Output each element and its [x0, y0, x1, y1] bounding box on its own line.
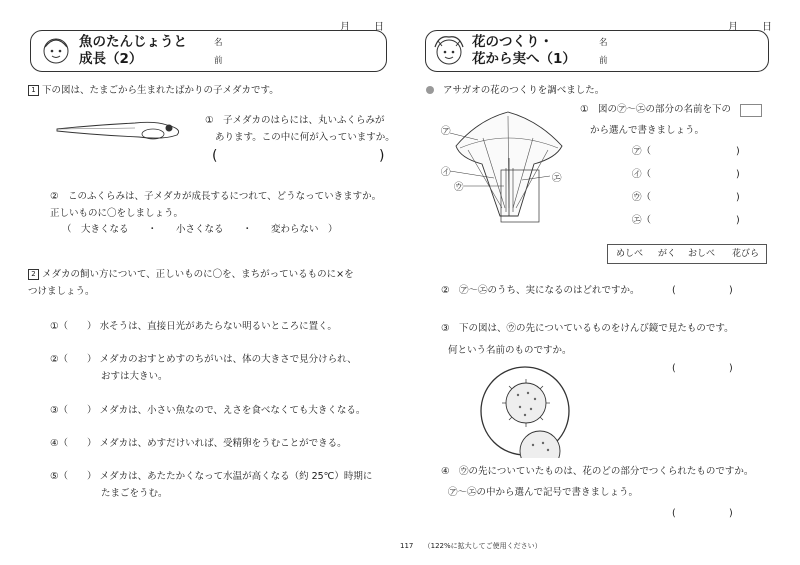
- answer-paren-right: ): [736, 215, 740, 226]
- day-label: 日: [762, 22, 772, 33]
- right-q3-line1: ③ 下の図は、㋒の先についているものをけんび鏡で見たものです。: [441, 323, 734, 334]
- name-label: 前: [214, 56, 223, 66]
- answer-paren-right: ): [379, 148, 385, 164]
- baby-medaka-illustration: [55, 115, 190, 145]
- bullet-dot: [426, 86, 434, 94]
- name-label: 名: [599, 38, 608, 48]
- item-number: ④（ ）: [50, 438, 97, 449]
- item-number: ①（ ）: [50, 321, 97, 332]
- choice-word: 花びら: [732, 249, 760, 259]
- left-q1-sub2-line1: ② このふくらみは、子メダカが成長するにつれて、どうなっていきますか。: [50, 191, 382, 202]
- right-q2: ② ㋐〜㋓のうち、実になるのはどれですか。: [441, 285, 640, 296]
- right-q4-line1: ④ ㋒の先についていたものは、花のどの部分でつくられたものですか。: [441, 466, 754, 477]
- diagram-label-b: ㋑: [441, 167, 451, 178]
- left-q1-sub2-line2: 正しいものに〇をしましょう。: [50, 208, 184, 219]
- choice-box-reference: [740, 104, 762, 117]
- item-text: メダカは、小さい魚なので、えさを食べなくても大きくなる。: [99, 405, 366, 416]
- answer-b: ㋑（: [632, 169, 652, 180]
- item-number: ⑤（ ）: [50, 471, 97, 482]
- item-2-continued: おすは大きい。: [101, 371, 168, 382]
- answer-paren-left: (: [672, 363, 676, 374]
- page-footer: [400, 541, 542, 551]
- left-q1-sub1-line2: あります。この中に何が入っていますか。: [215, 132, 395, 143]
- answer-paren-right: ): [736, 169, 740, 180]
- right-q1-line2: から選んで書きましょう。: [590, 125, 705, 136]
- question-number-2: 2: [28, 269, 39, 280]
- name-label: 前: [599, 56, 608, 66]
- answer-paren-right: ): [736, 146, 740, 157]
- answer-c: ㋒（: [632, 192, 652, 203]
- right-q1-line1: [580, 103, 731, 116]
- right-q3-line2: 何という名前のものですか。: [448, 345, 572, 356]
- footer-note: （122%に拡大してご使用ください）: [423, 542, 542, 550]
- left-q2-line1: メダカの飼い方について、正しいものに〇を、まちがっているものに×を: [42, 269, 354, 280]
- answer-paren-right: ): [736, 192, 740, 203]
- left-q1-choices: （ 大きくなる ・ 小さくなる ・ 変わらない ）: [62, 224, 338, 235]
- item-text: メダカのおすとめすのちがいは、体の大きさで見分けられ、: [99, 354, 357, 365]
- day-label: 日: [374, 22, 384, 33]
- item-5-continued: たまごをうむ。: [101, 488, 168, 499]
- name-label: 名: [214, 38, 223, 48]
- answer-paren-right: ): [729, 508, 733, 519]
- answer-paren-right: ): [729, 285, 733, 296]
- word-choice-box: [607, 244, 767, 264]
- left-q1-text: 下の図は、たまごから生まれたばかりの子メダカです。: [42, 85, 279, 96]
- answer-paren-right: ): [729, 363, 733, 374]
- item-4: [50, 437, 347, 450]
- left-title-line1: 魚のたんじょうと: [79, 34, 187, 50]
- right-q1-text: ① 図の㋐〜㋓の部分の名前を下の: [580, 104, 732, 115]
- item-number: ③（ ）: [50, 405, 97, 416]
- item-5: [50, 470, 372, 483]
- choice-word: がく: [658, 249, 677, 259]
- answer-paren-left: (: [672, 285, 676, 296]
- choice-word: おしべ: [688, 249, 716, 259]
- diagram-label-d: ㋓: [552, 173, 562, 184]
- left-title-line2: 成長（2）: [79, 51, 143, 67]
- page-number: 117: [400, 542, 414, 550]
- item-1: [50, 320, 337, 333]
- morning-glory-diagram: [438, 108, 578, 223]
- left-q1-sub1-line1: ① 子メダカのはらには、丸いふくらみが: [205, 115, 385, 126]
- microscope-pollen-image: [478, 365, 573, 458]
- item-text: 水そうは、直接日光があたらない明るいところに置く。: [99, 321, 337, 332]
- item-3: [50, 404, 365, 417]
- diagram-label-c: ㋒: [454, 182, 464, 193]
- answer-paren-left: (: [212, 148, 218, 164]
- child-illustration-icon: [429, 33, 469, 69]
- month-label: 月: [728, 22, 738, 33]
- item-text: メダカは、あたたかくなって水温が高くなる（約 25℃）時期に: [99, 471, 373, 482]
- item-2: [50, 353, 357, 366]
- left-q2-line2: つけましょう。: [28, 286, 95, 297]
- diagram-label-a: ㋐: [441, 126, 451, 137]
- right-title-line1: 花のつくり・: [472, 34, 553, 50]
- item-number: ②（ ）: [50, 354, 97, 365]
- right-intro: アサガオの花のつくりを調べました。: [443, 85, 605, 96]
- right-q4-line2: ㋐〜㋓の中から選んで記号で書きましょう。: [448, 487, 639, 498]
- answer-paren-left: (: [672, 508, 676, 519]
- answer-a: ㋐（: [632, 146, 652, 157]
- answer-d: ㋓（: [632, 215, 652, 226]
- left-title-box: [30, 30, 387, 72]
- month-label: 月: [340, 22, 350, 33]
- item-text: メダカは、めすだけいれば、受精卵をうむことができる。: [99, 438, 347, 449]
- choice-word: めしべ: [616, 249, 644, 259]
- right-title-line2: 花から実へ（1）: [472, 51, 576, 67]
- child-illustration-icon: [37, 33, 75, 69]
- left-q2: [28, 268, 354, 281]
- left-q1: [28, 84, 279, 97]
- right-title-box: [425, 30, 769, 72]
- question-number-1: 1: [28, 85, 39, 96]
